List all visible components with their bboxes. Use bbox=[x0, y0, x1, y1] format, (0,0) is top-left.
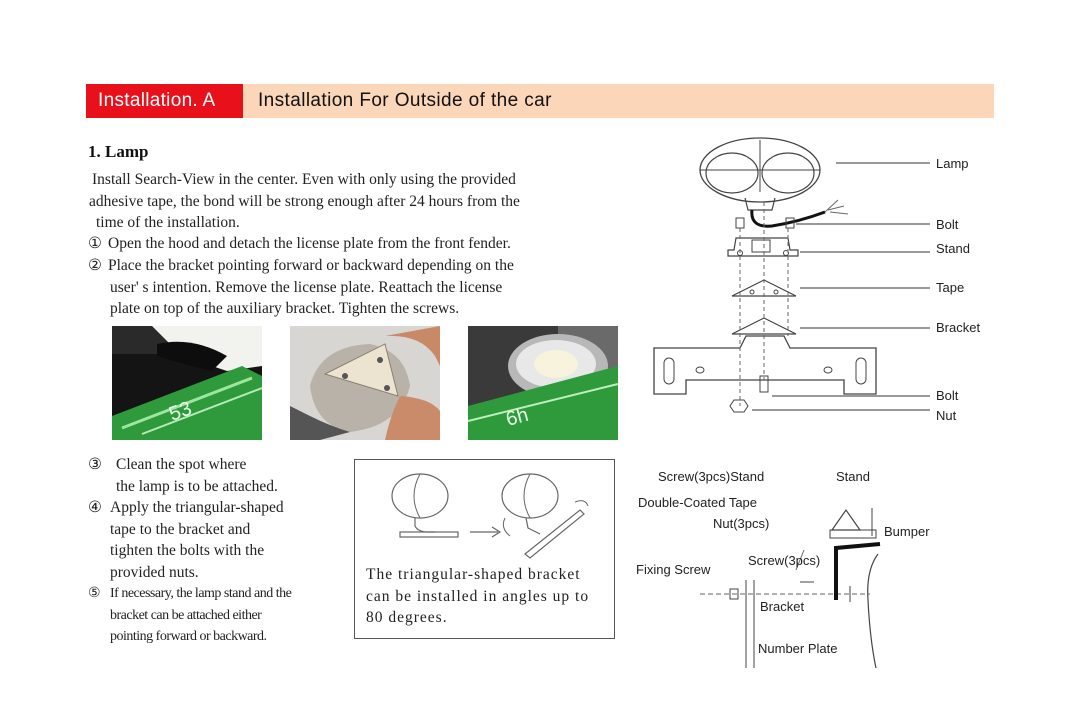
angle-caption bbox=[366, 564, 611, 629]
label-double-tape: Double-Coated Tape bbox=[638, 495, 758, 510]
label-lamp: Lamp bbox=[936, 156, 969, 171]
label-screw-stand: Screw(3pcs)Stand bbox=[658, 469, 765, 484]
step-text: tighten the bolts with the bbox=[110, 542, 265, 559]
caption-line: The triangular-shaped bracket bbox=[366, 566, 581, 583]
photo-applying-tape bbox=[290, 326, 440, 440]
step-number: ② bbox=[88, 257, 102, 274]
label-nut: Nut bbox=[936, 408, 957, 423]
intro-paragraph bbox=[89, 169, 612, 234]
header-title: Installation For Outside of the car bbox=[258, 90, 552, 111]
step-number: ① bbox=[88, 235, 102, 252]
step-text: pointing forward or backward. bbox=[110, 629, 267, 644]
label-stand: Stand bbox=[936, 241, 970, 256]
label-bumper: Bumper bbox=[884, 524, 930, 539]
label-number-plate: Number Plate bbox=[758, 641, 838, 656]
step-5 bbox=[88, 583, 358, 648]
step-text: provided nuts. bbox=[110, 563, 199, 581]
angle-illustration bbox=[380, 466, 600, 561]
label-side-bracket: Bracket bbox=[760, 599, 805, 614]
section-title: 1. Lamp bbox=[88, 142, 149, 161]
svg-text:6h: 6h bbox=[503, 403, 531, 431]
label-fixing-screw: Fixing Screw bbox=[636, 562, 711, 577]
label-bolt: Bolt bbox=[936, 217, 959, 232]
step-text: user' s intention. Remove the license plate. Reattach the license bbox=[110, 278, 503, 296]
step-1 bbox=[88, 233, 618, 255]
step-2 bbox=[88, 255, 618, 320]
label-screw-3pcs: Screw(3pcs) bbox=[748, 553, 821, 568]
exploded-diagram bbox=[640, 130, 940, 430]
section-header bbox=[86, 84, 994, 118]
step-text: tape to the bracket and bbox=[110, 520, 251, 538]
step-text: Clean the spot where bbox=[116, 456, 247, 473]
label-bolt-bottom: Bolt bbox=[936, 388, 959, 403]
label-side-stand: Stand bbox=[836, 469, 870, 484]
photo-cleaning-spot bbox=[112, 326, 262, 440]
step-4 bbox=[88, 497, 348, 583]
intro-line: Install Search-View in the center. Even with only using the provided bbox=[92, 171, 516, 188]
step-number: ⑤ bbox=[88, 586, 101, 601]
step-text: Open the hood and detach the license plate from the front fender. bbox=[108, 235, 511, 252]
step-text: the lamp is to be attached. bbox=[116, 477, 278, 495]
svg-text:53: 53 bbox=[166, 397, 195, 426]
step-text: plate on top of the auxiliary bracket. Tighten the screws. bbox=[110, 300, 460, 317]
caption-line: can be installed in angles up to bbox=[366, 587, 590, 605]
label-nut-3pcs: Nut(3pcs) bbox=[713, 516, 770, 531]
intro-line: time of the installation. bbox=[96, 214, 240, 231]
label-tape: Tape bbox=[936, 280, 965, 295]
step-text: Place the bracket pointing forward or backward depending on the bbox=[108, 257, 514, 274]
step-text: If necessary, the lamp stand and the bbox=[110, 586, 292, 601]
step-number: ③ bbox=[88, 456, 102, 473]
step-number: ④ bbox=[88, 499, 102, 516]
header-tag: Installation. A bbox=[86, 84, 243, 118]
step-text: bracket can be attached either bbox=[110, 607, 262, 623]
photo-lamp-installed bbox=[468, 326, 618, 440]
step-text: Apply the triangular-shaped bbox=[110, 499, 284, 516]
intro-line: adhesive tape, the bond will be strong enough after 24 hours from the bbox=[89, 192, 520, 210]
label-bracket: Bracket bbox=[936, 320, 981, 335]
caption-line: 80 degrees. bbox=[366, 609, 448, 626]
step-3 bbox=[88, 454, 338, 497]
